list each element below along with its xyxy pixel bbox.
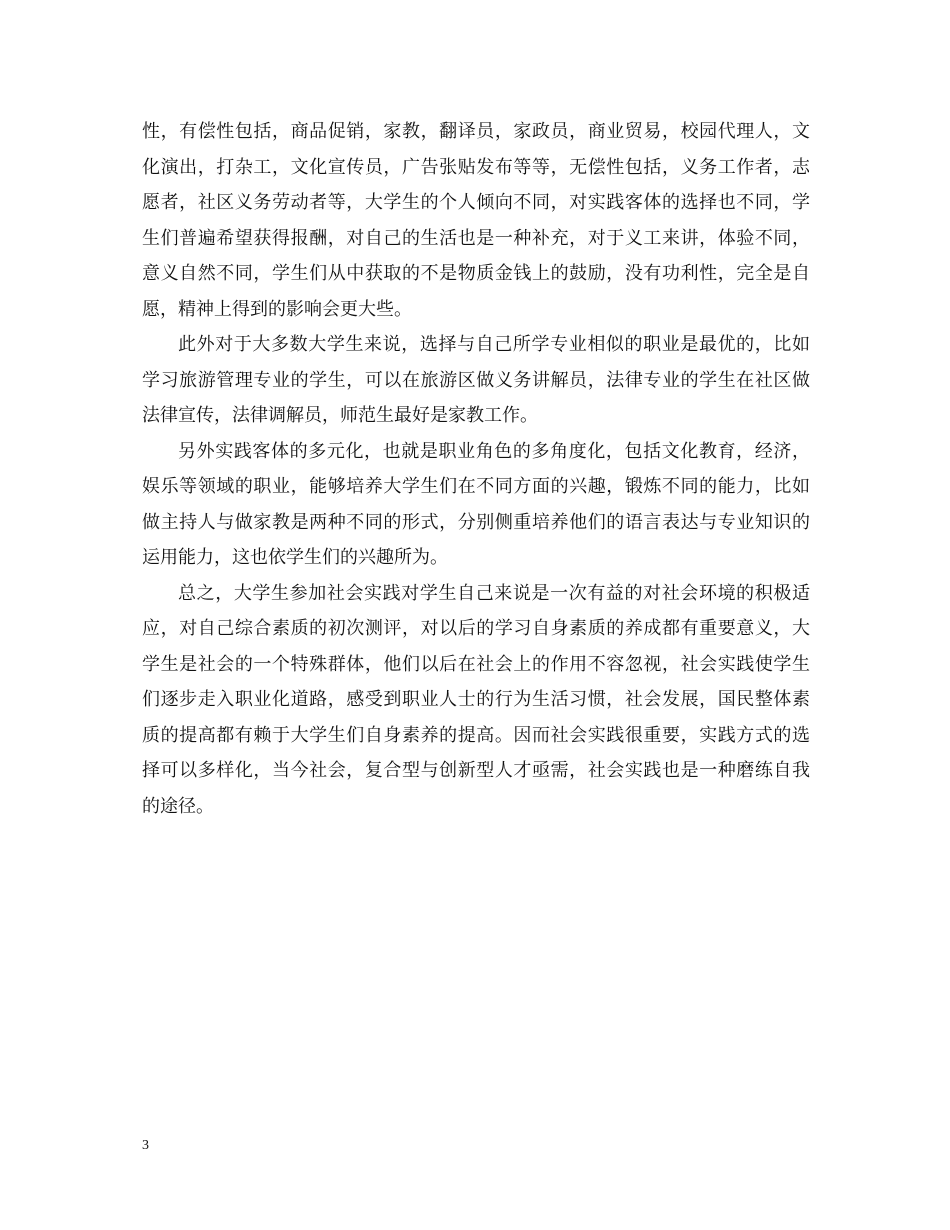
paragraph-first-line: 此外对于大多数大学生来说，选择与自己所学专业相似的职业是最优的，比如 xyxy=(178,334,810,355)
text-line: 的途径。 xyxy=(142,795,214,817)
text-line: 们逐步走入职业化道路，感受到职业人士的行为生活习惯，社会发展，国民整体素 xyxy=(142,689,810,710)
text-line: 化演出，打杂工，文化宣传员，广告张贴发布等等，无偿性包括，义务工作者，志 xyxy=(142,156,810,178)
text-line: 娱乐等领域的职业，能够培养大学生们在不同方面的兴趣，锻炼不同的能力，比如 xyxy=(142,476,810,497)
body-text xyxy=(142,114,810,824)
text-line: 学生是社会的一个特殊群体，他们以后在社会上的作用不容忽视，社会实践使学生 xyxy=(142,653,810,675)
text-line: 愿，精神上得到的影响会更大些。 xyxy=(142,298,412,320)
page-number: 3 xyxy=(142,1138,149,1153)
text-line: 生们普遍希望获得报酬，对自己的生活也是一种补充，对于义工来讲，体验不同， xyxy=(142,227,810,249)
text-line: 质的提高都有赖于大学生们自身素养的提高。因而社会实践很重要，实践方式的选 xyxy=(142,724,810,746)
text-line: 学习旅游管理专业的学生，可以在旅游区做义务讲解员，法律专业的学生在社区做 xyxy=(142,369,810,391)
text-line: 应，对自己综合素质的初次测评，对以后的学习自身素质的养成都有重要意义，大 xyxy=(142,618,810,639)
text-line: 意义自然不同，学生们从中获取的不是物质金钱上的鼓励，没有功利性，完全是自 xyxy=(142,263,810,284)
text-line: 运用能力，这也依学生们的兴趣所为。 xyxy=(142,547,448,568)
text-line: 法律宣传，法律调解员，师范生最好是家教工作。 xyxy=(142,405,538,426)
paragraph-first-line: 总之，大学生参加社会实践对学生自己来说是一次有益的对社会环境的积极适 xyxy=(178,582,810,604)
text-line: 做主持人与做家教是两种不同的形式，分别侧重培养他们的语言表达与专业知识的 xyxy=(142,511,810,533)
text-line: 性，有偿性包括，商品促销，家教，翻译员，家政员，商业贸易，校园代理人，文 xyxy=(142,121,810,142)
paragraph-first-line: 另外实践客体的多元化，也就是职业角色的多角度化，包括文化教育，经济， xyxy=(178,440,810,462)
text-line: 愿者，社区义务劳动者等，大学生的个人倾向不同，对实践客体的选择也不同，学 xyxy=(142,192,810,213)
text-line: 择可以多样化，当今社会，复合型与创新型人才亟需，社会实践也是一种磨练自我 xyxy=(142,760,810,781)
